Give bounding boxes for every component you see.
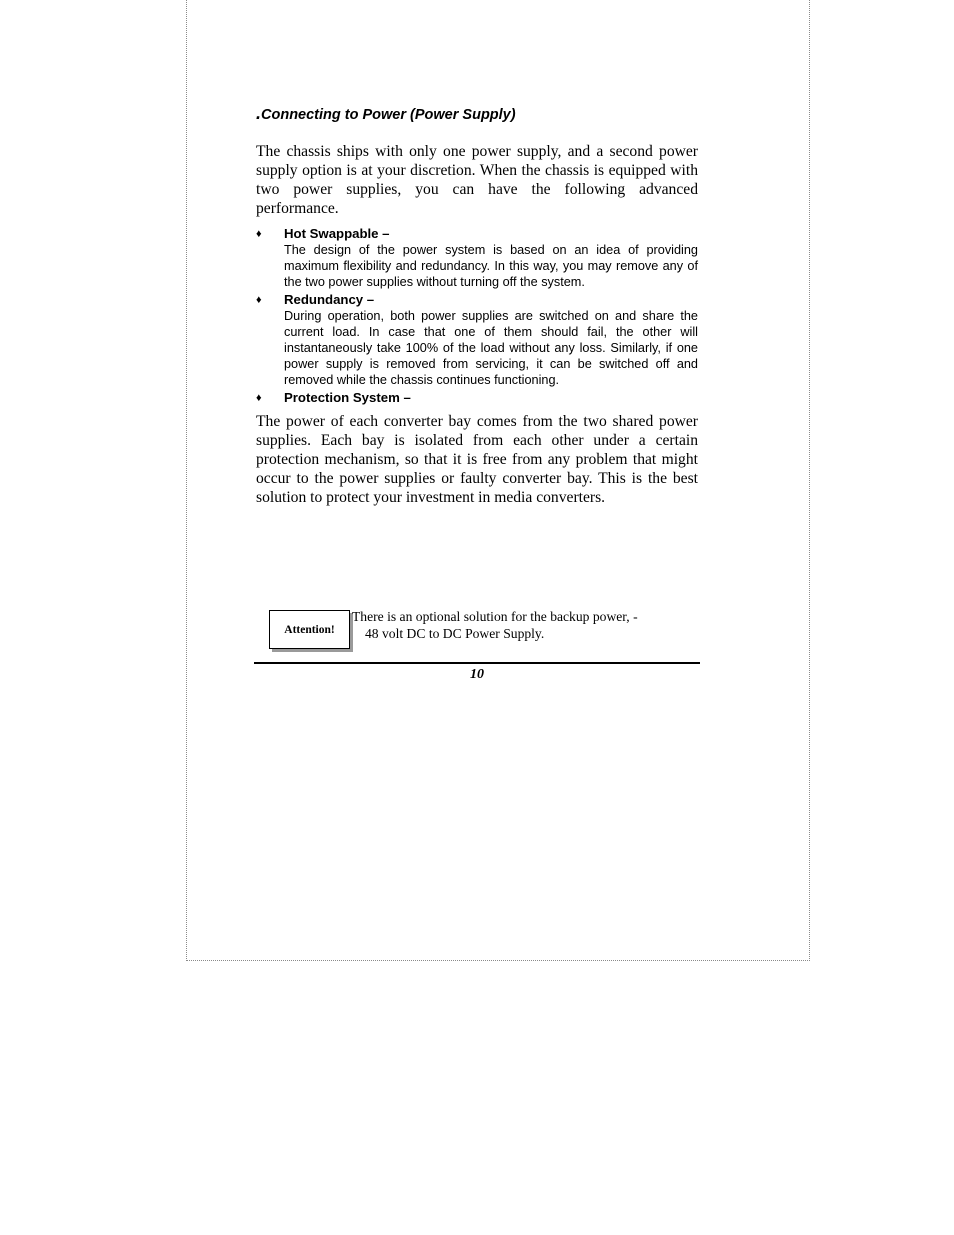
page-number: 10	[470, 667, 484, 682]
feature-description: The design of the power system is based on an idea of providing maximum flexibility and redundancy. In this way, you may remove any of the two power supplies without turning off the system.	[284, 243, 698, 290]
feature-item-protection-system	[256, 390, 698, 406]
feature-description: During operation, both power supplies are switched on and share the current load. In case that one of them should fail, the other will instantaneously take 100% of the load without any loss. Similarly, if one power supply is removed from servicing, it can be switched off and removed while the chassis continues functioning.	[284, 308, 698, 388]
feature-list	[256, 226, 698, 406]
feature-title: Redundancy –	[284, 291, 375, 307]
footer-divider	[254, 662, 700, 664]
attention-label: Attention!	[284, 623, 335, 636]
feature-title: Protection System –	[284, 389, 411, 405]
attention-note	[352, 608, 699, 642]
feature-item-redundancy	[256, 292, 698, 389]
closing-paragraph: The power of each converter bay comes from the two shared power supplies. Each bay is isolated from each other under a certain protection mechanism, so that it is free from any problem that might occur to the power supplies or faulty converter bay. This is the best solution to protect your investment in media converters.	[256, 413, 698, 506]
heading-bullet: .	[256, 103, 262, 123]
feature-title: Hot Swappable –	[284, 226, 390, 241]
diamond-bullet-icon: ♦	[256, 391, 262, 404]
heading-title: Connecting to Power (Power Supply)	[261, 107, 516, 123]
intro-paragraph: The chassis ships with only one power supply, and a second power supply option is at your discretion. When the chassis is equipped with two power supplies, you can have the following advanced performance.	[256, 143, 698, 217]
attention-label-box	[269, 610, 350, 649]
attention-note-line2: 48 volt DC to DC Power Supply.	[365, 626, 545, 641]
diamond-bullet-icon: ♦	[256, 228, 262, 240]
feature-item-hot-swappable	[256, 226, 698, 291]
diamond-bullet-icon: ♦	[256, 293, 262, 306]
section-heading	[256, 103, 516, 124]
attention-note-line1: There is an optional solution for the backup power, -	[352, 609, 638, 624]
